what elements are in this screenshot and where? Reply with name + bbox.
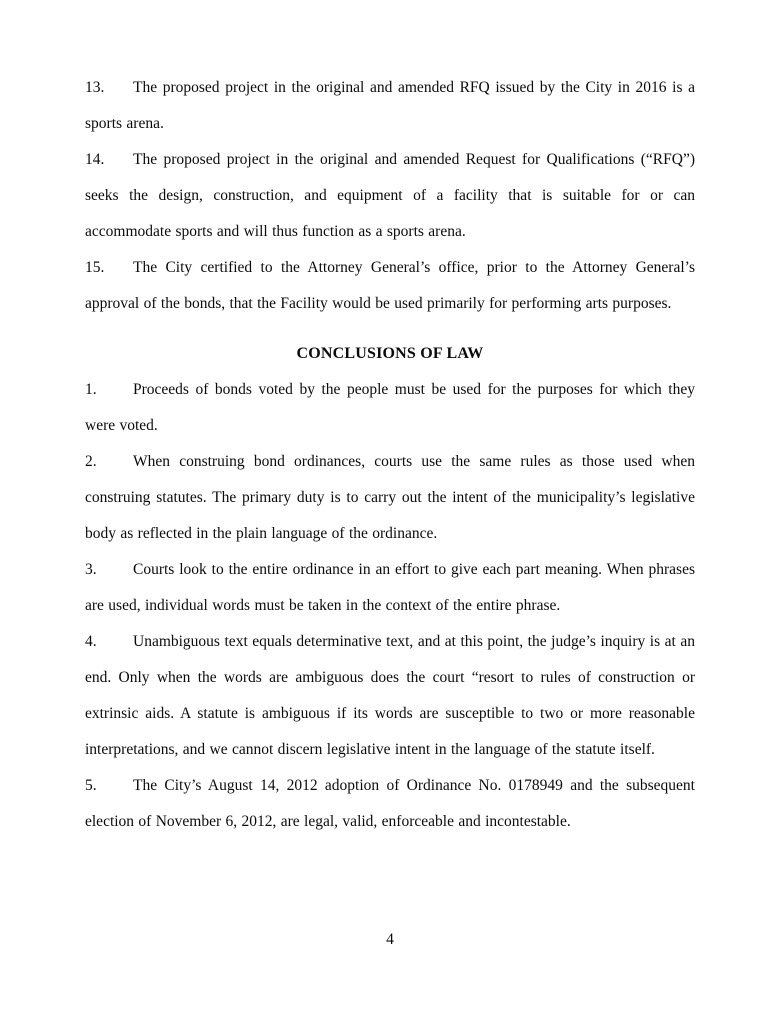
conclusion-paragraph-5 — [85, 768, 695, 840]
paragraph-text: Unambiguous text equals determinative text, and at this point, the judge’s inquiry is at an end. Only when the words are ambiguous does the court “resort to rules of construction or extrinsic aids. A statute is ambiguous if its words are susceptible to two or more reasonable interpretations, and we cannot discern legislative intent in the language of the statute itself. — [85, 633, 695, 758]
paragraph-text: Courts look to the entire ordinance in an effort to give each part meaning. When phrases are used, individual words must be taken in the context of the entire phrase. — [85, 561, 695, 614]
finding-paragraph-14 — [85, 142, 695, 250]
paragraph-number: 15. — [85, 259, 105, 276]
paragraph-number: 4. — [85, 633, 97, 650]
finding-paragraph-13 — [85, 70, 695, 142]
conclusions-of-law-heading: CONCLUSIONS OF LAW — [296, 345, 484, 362]
paragraph-number: 3. — [85, 561, 97, 578]
paragraph-number: 13. — [85, 79, 105, 96]
paragraph-text: The City certified to the Attorney General’s office, prior to the Attorney General’s approval of the bonds, that the Facility would be used primarily for performing arts purposes. — [85, 259, 695, 312]
document-body — [85, 70, 695, 840]
finding-paragraph-15 — [85, 250, 695, 322]
paragraph-text: The proposed project in the original and amended RFQ issued by the City in 2016 is a sports arena. — [85, 79, 695, 132]
paragraph-number: 2. — [85, 453, 97, 470]
paragraph-number: 1. — [85, 381, 97, 398]
paragraph-text: When construing bond ordinances, courts use the same rules as those used when construing statutes. The primary duty is to carry out the intent of the municipality’s legislative body as reflected in the plain language of the ordinance. — [85, 453, 695, 542]
conclusion-paragraph-4 — [85, 624, 695, 768]
paragraph-text: The proposed project in the original and amended Request for Qualifications (“RFQ”) seeks the design, construction, and equipment of a facility that is suitable for or can accommodate sports and will thus function as a sports arena. — [85, 151, 695, 240]
conclusion-paragraph-3 — [85, 552, 695, 624]
conclusion-paragraph-1 — [85, 372, 695, 444]
page-number: 4 — [386, 931, 394, 948]
conclusion-paragraph-2 — [85, 444, 695, 552]
paragraph-text: The City’s August 14, 2012 adoption of Ordinance No. 0178949 and the subsequent election of November 6, 2012, are legal, valid, enforceable and incontestable. — [85, 777, 695, 830]
paragraph-number: 5. — [85, 777, 97, 794]
paragraph-number: 14. — [85, 151, 105, 168]
paragraph-text: Proceeds of bonds voted by the people must be used for the purposes for which they were voted. — [85, 381, 695, 434]
